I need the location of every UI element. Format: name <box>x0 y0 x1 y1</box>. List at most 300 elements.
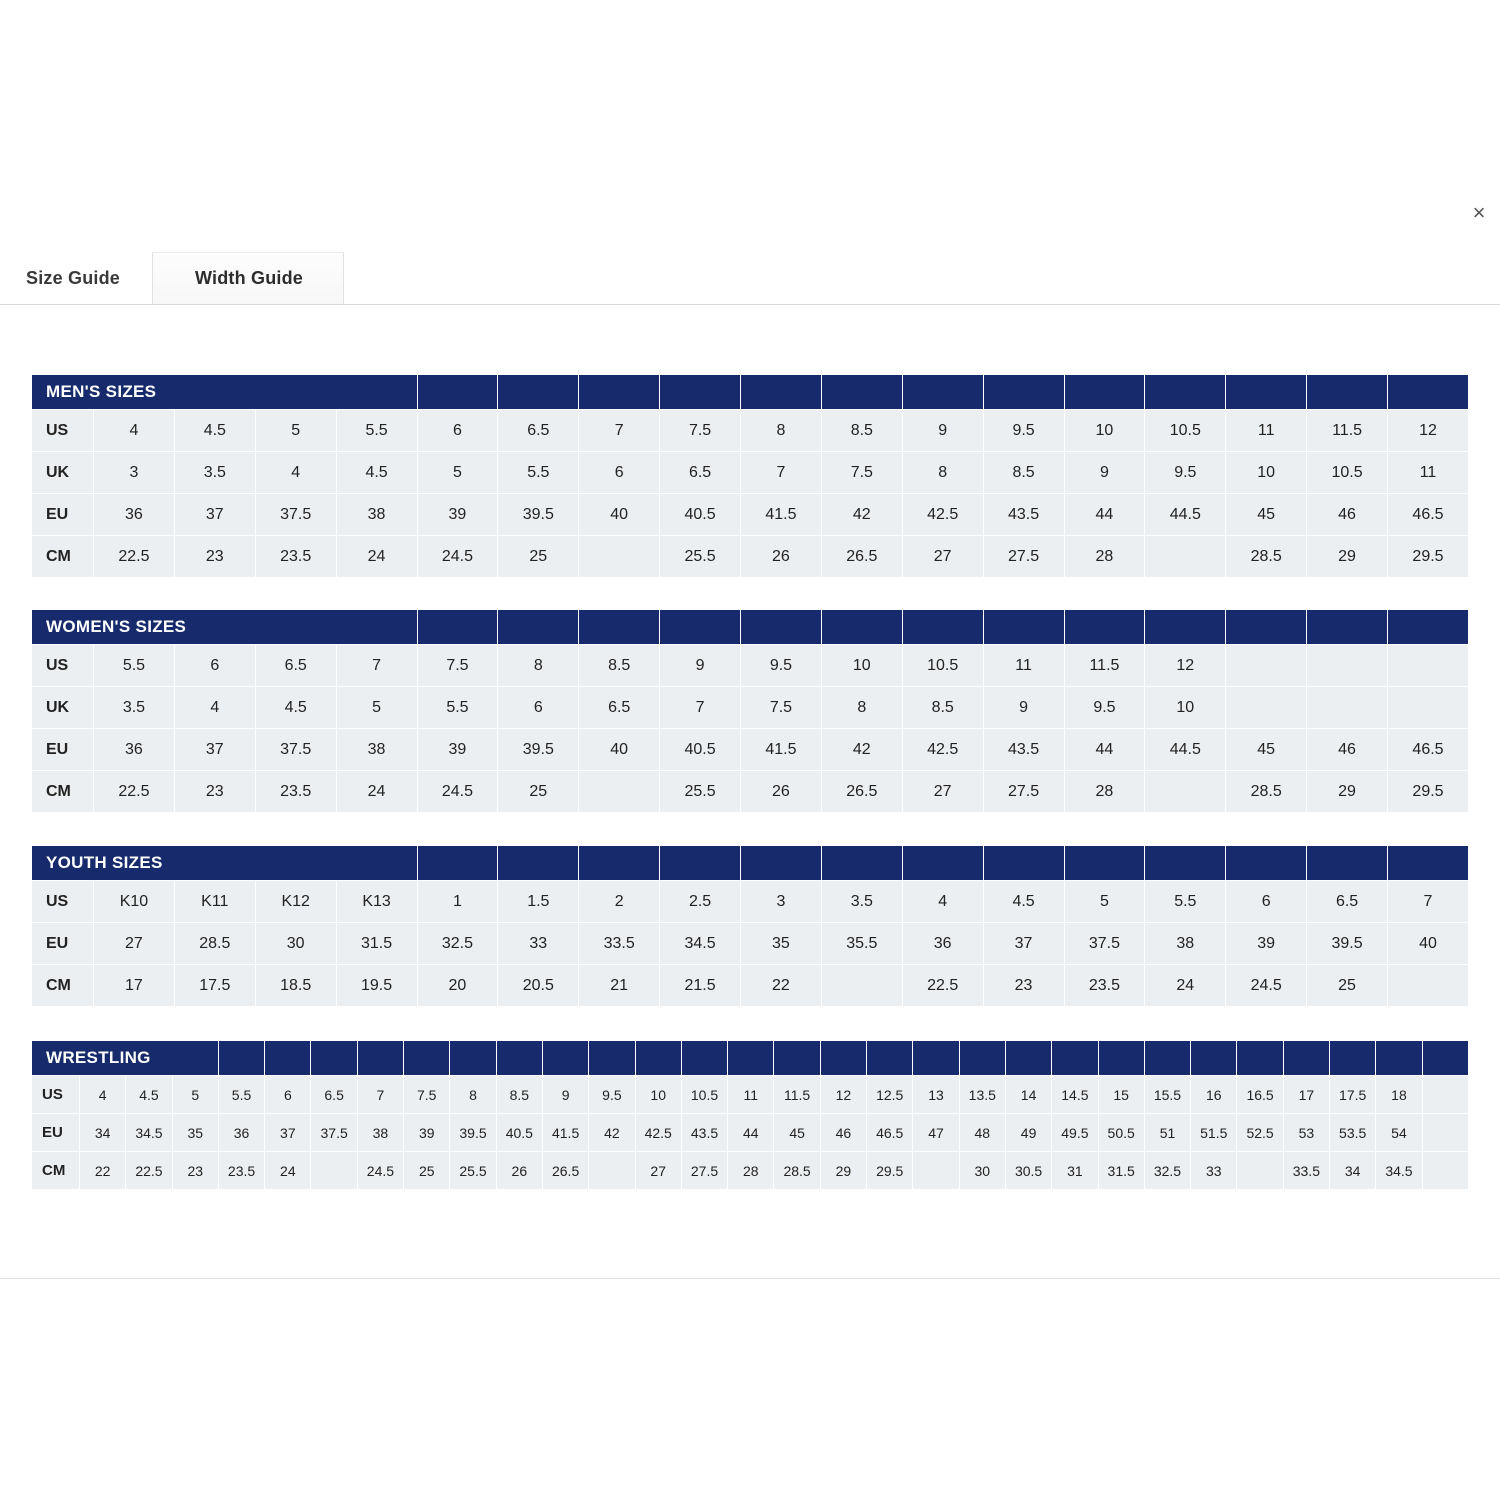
size-cell: 20 <box>417 965 498 1007</box>
size-cell: 9.5 <box>1145 452 1226 494</box>
size-cell: 26 <box>496 1152 542 1190</box>
size-cell: 27.5 <box>983 536 1064 578</box>
table-row <box>32 410 1469 452</box>
size-cell: 14.5 <box>1052 1076 1098 1114</box>
table-header-cell <box>821 375 902 410</box>
size-cell: 43.5 <box>983 494 1064 536</box>
size-cell: 33 <box>498 923 579 965</box>
size-cell: 36 <box>902 923 983 965</box>
table-row <box>32 687 1469 729</box>
size-cell: 41.5 <box>741 729 822 771</box>
size-cell: 7.5 <box>741 687 822 729</box>
table-header-cell <box>681 1041 727 1076</box>
size-cell: 27 <box>635 1152 681 1190</box>
size-cell: 30 <box>959 1152 1005 1190</box>
youth-sizes-table <box>31 845 1469 1007</box>
size-cell: 35 <box>172 1114 218 1152</box>
size-cell: 23 <box>172 1152 218 1190</box>
size-cell: 9.5 <box>741 645 822 687</box>
size-cell: 4 <box>94 410 175 452</box>
size-cell: 39.5 <box>498 729 579 771</box>
size-cell: 43.5 <box>681 1114 727 1152</box>
size-cell: 43.5 <box>983 729 1064 771</box>
size-cell: 7.5 <box>821 452 902 494</box>
size-cell: 7 <box>579 410 660 452</box>
size-cell: 4.5 <box>255 687 336 729</box>
table-row <box>32 1076 1469 1114</box>
size-cell <box>579 771 660 813</box>
table-header-cell <box>660 375 741 410</box>
table-row <box>32 881 1469 923</box>
size-cell: 9 <box>542 1076 588 1114</box>
size-cell: 42 <box>821 729 902 771</box>
size-cell: 20.5 <box>498 965 579 1007</box>
size-cell: 41.5 <box>542 1114 588 1152</box>
size-cell: 44 <box>728 1114 774 1152</box>
size-cell: 12 <box>1388 410 1469 452</box>
size-cell: 40 <box>579 729 660 771</box>
size-cell: 28 <box>728 1152 774 1190</box>
row-label-cm: CM <box>32 536 94 578</box>
size-cell: 7 <box>357 1076 403 1114</box>
table-header-cell <box>579 610 660 645</box>
size-cell: 18.5 <box>255 965 336 1007</box>
tab-width-guide-label: Width Guide <box>195 268 304 288</box>
size-cell: 39 <box>417 729 498 771</box>
table-header-cell <box>1422 1041 1468 1076</box>
table-header-cell <box>821 610 902 645</box>
size-cell: 42.5 <box>635 1114 681 1152</box>
youth-sizes-table-wrapper <box>31 845 1469 1007</box>
size-cell: 39.5 <box>498 494 579 536</box>
size-cell: 1.5 <box>498 881 579 923</box>
size-cell: 46.5 <box>1388 494 1469 536</box>
size-cell: 46 <box>1307 494 1388 536</box>
size-cell: 15.5 <box>1144 1076 1190 1114</box>
table-row <box>32 965 1469 1007</box>
table-header-cell <box>498 846 579 881</box>
size-cell: 25 <box>1307 965 1388 1007</box>
size-cell: 22 <box>80 1152 126 1190</box>
table-header-cell <box>1330 1041 1376 1076</box>
size-cell: K13 <box>336 881 417 923</box>
size-cell: 25.5 <box>450 1152 496 1190</box>
size-cell: 28.5 <box>174 923 255 965</box>
size-cell: 23.5 <box>255 536 336 578</box>
size-cell: 36 <box>218 1114 264 1152</box>
size-cell: 24.5 <box>357 1152 403 1190</box>
table-header-cell <box>983 375 1064 410</box>
table-header-cell <box>1237 1041 1283 1076</box>
size-cell: 29 <box>820 1152 866 1190</box>
tab-bar <box>0 252 1500 305</box>
content-divider <box>0 1278 1500 1279</box>
size-cell: 36 <box>94 729 175 771</box>
size-cell: 17.5 <box>1330 1076 1376 1114</box>
size-cell <box>589 1152 635 1190</box>
size-cell: 5 <box>1064 881 1145 923</box>
size-cell: 7.5 <box>660 410 741 452</box>
table-header-cell <box>1283 1041 1329 1076</box>
size-cell: 34 <box>1330 1152 1376 1190</box>
size-cell: 33 <box>1191 1152 1237 1190</box>
size-cell: 22.5 <box>94 536 175 578</box>
table-header-cell <box>1064 610 1145 645</box>
table-header-cell <box>1226 610 1307 645</box>
size-cell: 6 <box>265 1076 311 1114</box>
size-cell: 39 <box>404 1114 450 1152</box>
size-cell <box>1422 1152 1468 1190</box>
size-cell: 28 <box>1064 771 1145 813</box>
size-cell: 48 <box>959 1114 1005 1152</box>
size-cell <box>311 1152 357 1190</box>
size-cell: 26 <box>741 771 822 813</box>
size-cell: K12 <box>255 881 336 923</box>
row-label-eu: EU <box>32 729 94 771</box>
size-cell: 5 <box>336 687 417 729</box>
size-cell: 8 <box>741 410 822 452</box>
size-cell: 53 <box>1283 1114 1329 1152</box>
size-cell: 37 <box>265 1114 311 1152</box>
size-cell: 29.5 <box>867 1152 913 1190</box>
size-cell: 52.5 <box>1237 1114 1283 1152</box>
size-cell: 17 <box>94 965 175 1007</box>
row-label-cm: CM <box>32 1152 80 1190</box>
size-cell: 24 <box>265 1152 311 1190</box>
size-cell: 10.5 <box>1307 452 1388 494</box>
size-cell: 40 <box>579 494 660 536</box>
table-row <box>32 494 1469 536</box>
table-header-cell <box>357 1041 403 1076</box>
size-cell: 39.5 <box>450 1114 496 1152</box>
size-cell <box>579 536 660 578</box>
size-cell: 37.5 <box>1064 923 1145 965</box>
size-cell: 31.5 <box>1098 1152 1144 1190</box>
table-header-cell <box>635 1041 681 1076</box>
size-cell: 4.5 <box>983 881 1064 923</box>
size-cell: 7.5 <box>417 645 498 687</box>
table-header-cell <box>1145 610 1226 645</box>
table-header-cell <box>867 1041 913 1076</box>
table-header-cell <box>1098 1041 1144 1076</box>
size-cell: 44 <box>1064 729 1145 771</box>
row-label-eu: EU <box>32 1114 80 1152</box>
size-cell: 4 <box>174 687 255 729</box>
size-cell: 5.5 <box>498 452 579 494</box>
size-cell: 11 <box>1388 452 1469 494</box>
size-cell: 5 <box>417 452 498 494</box>
size-cell: 23.5 <box>1064 965 1145 1007</box>
size-cell: 33.5 <box>1283 1152 1329 1190</box>
table-header-cell <box>959 1041 1005 1076</box>
size-cell: 34 <box>80 1114 126 1152</box>
size-cell: 6 <box>1226 881 1307 923</box>
size-cell: 17.5 <box>174 965 255 1007</box>
size-cell: 3.5 <box>821 881 902 923</box>
row-label-eu: EU <box>32 494 94 536</box>
size-cell: 35 <box>741 923 822 965</box>
size-cell: 5.5 <box>218 1076 264 1114</box>
size-cell: 42 <box>589 1114 635 1152</box>
mens-sizes-table <box>31 374 1469 578</box>
size-cell: 4 <box>255 452 336 494</box>
size-cell: 1 <box>417 881 498 923</box>
size-cell: 47 <box>913 1114 959 1152</box>
size-cell: 30.5 <box>1005 1152 1051 1190</box>
size-cell: 46.5 <box>867 1114 913 1152</box>
size-cell <box>1388 645 1469 687</box>
size-cell: 11 <box>728 1076 774 1114</box>
row-label-uk: UK <box>32 687 94 729</box>
size-cell <box>1422 1076 1468 1114</box>
size-cell: 51.5 <box>1191 1114 1237 1152</box>
size-cell: 22 <box>741 965 822 1007</box>
table-header-cell <box>741 610 822 645</box>
size-cell: 46 <box>820 1114 866 1152</box>
size-cell: 15 <box>1098 1076 1144 1114</box>
table-header-cell <box>774 1041 820 1076</box>
size-cell: 32.5 <box>1144 1152 1190 1190</box>
tab-width-guide[interactable] <box>152 252 344 304</box>
size-cell: 37 <box>983 923 1064 965</box>
size-cell: 10 <box>1064 410 1145 452</box>
size-cell: 24 <box>336 771 417 813</box>
size-cell: K11 <box>174 881 255 923</box>
close-icon[interactable]: × <box>1472 200 1486 225</box>
size-cell: 29.5 <box>1388 771 1469 813</box>
size-cell: 8 <box>450 1076 496 1114</box>
table-header-cell <box>1388 375 1469 410</box>
size-cell: 9.5 <box>589 1076 635 1114</box>
size-cell: 54 <box>1376 1114 1422 1152</box>
size-cell: 40.5 <box>660 729 741 771</box>
size-cell: 32.5 <box>417 923 498 965</box>
size-cell: 26.5 <box>542 1152 588 1190</box>
table-row <box>32 452 1469 494</box>
table-header-cell <box>821 846 902 881</box>
size-cell: 39 <box>417 494 498 536</box>
size-cell: 44 <box>1064 494 1145 536</box>
size-cell: 50.5 <box>1098 1114 1144 1152</box>
table-row <box>32 1152 1469 1190</box>
table-header-cell <box>498 610 579 645</box>
size-cell <box>1145 536 1226 578</box>
size-cell: 8.5 <box>821 410 902 452</box>
size-cell: 42.5 <box>902 494 983 536</box>
table-title: YOUTH SIZES <box>32 846 418 881</box>
size-cell: 30 <box>255 923 336 965</box>
size-cell: 18 <box>1376 1076 1422 1114</box>
size-cell: 41.5 <box>741 494 822 536</box>
size-cell: 29 <box>1307 536 1388 578</box>
size-cell: 27 <box>94 923 175 965</box>
row-label-cm: CM <box>32 965 94 1007</box>
size-cell: 27.5 <box>983 771 1064 813</box>
size-cell: 24 <box>336 536 417 578</box>
size-cell: 27 <box>902 536 983 578</box>
table-header-cell <box>218 1041 264 1076</box>
wrestling-sizes-table <box>31 1040 1469 1190</box>
size-cell: 24.5 <box>1226 965 1307 1007</box>
table-header-cell <box>1064 375 1145 410</box>
size-cell: 6.5 <box>1307 881 1388 923</box>
size-cell: 21 <box>579 965 660 1007</box>
tab-size-guide[interactable] <box>0 252 150 304</box>
size-cell: 5 <box>172 1076 218 1114</box>
row-label-uk: UK <box>32 452 94 494</box>
row-label-eu: EU <box>32 923 94 965</box>
size-cell: 9.5 <box>983 410 1064 452</box>
size-cell: 6 <box>174 645 255 687</box>
table-header-cell <box>579 846 660 881</box>
size-cell: 6.5 <box>498 410 579 452</box>
size-cell: 34.5 <box>660 923 741 965</box>
size-cell: 42 <box>821 494 902 536</box>
size-cell: 8 <box>902 452 983 494</box>
table-header-cell <box>902 375 983 410</box>
size-cell: 8 <box>821 687 902 729</box>
size-cell: 9.5 <box>1064 687 1145 729</box>
row-label-us: US <box>32 1076 80 1114</box>
size-cell: 3.5 <box>174 452 255 494</box>
size-cell: 45 <box>1226 729 1307 771</box>
size-cell: 7 <box>336 645 417 687</box>
size-cell: 5.5 <box>94 645 175 687</box>
table-title: MEN'S SIZES <box>32 375 418 410</box>
table-header-cell <box>589 1041 635 1076</box>
size-cell: 26 <box>741 536 822 578</box>
table-header-row <box>32 610 1469 645</box>
size-cell: 53.5 <box>1330 1114 1376 1152</box>
size-cell: 2.5 <box>660 881 741 923</box>
size-cell: 11.5 <box>1064 645 1145 687</box>
size-cell: 37.5 <box>311 1114 357 1152</box>
size-cell: 37 <box>174 729 255 771</box>
size-cell: 45 <box>1226 494 1307 536</box>
size-cell: 22.5 <box>126 1152 172 1190</box>
size-cell: 13 <box>913 1076 959 1114</box>
size-cell <box>1307 645 1388 687</box>
size-cell: 46.5 <box>1388 729 1469 771</box>
size-cell: 11 <box>983 645 1064 687</box>
size-cell: 17 <box>1283 1076 1329 1114</box>
size-cell: 36 <box>94 494 175 536</box>
size-cell <box>1422 1114 1468 1152</box>
size-cell: 4.5 <box>174 410 255 452</box>
size-cell: 8 <box>498 645 579 687</box>
size-cell: 28.5 <box>1226 536 1307 578</box>
size-cell: 24 <box>1145 965 1226 1007</box>
size-cell: 51 <box>1144 1114 1190 1152</box>
size-cell: 6.5 <box>579 687 660 729</box>
size-cell: 13.5 <box>959 1076 1005 1114</box>
table-header-cell <box>1145 375 1226 410</box>
size-cell: 39.5 <box>1307 923 1388 965</box>
table-header-cell <box>579 375 660 410</box>
size-cell: 39 <box>1226 923 1307 965</box>
table-row <box>32 771 1469 813</box>
size-cell: 4 <box>902 881 983 923</box>
size-cell: 5.5 <box>417 687 498 729</box>
size-cell: 10 <box>635 1076 681 1114</box>
womens-sizes-table-wrapper <box>31 609 1469 813</box>
size-cell: 16.5 <box>1237 1076 1283 1114</box>
size-cell: 23 <box>174 771 255 813</box>
size-cell: 29 <box>1307 771 1388 813</box>
size-cell: 2 <box>579 881 660 923</box>
size-cell: 12 <box>1145 645 1226 687</box>
size-cell: 10 <box>821 645 902 687</box>
table-row <box>32 1114 1469 1152</box>
size-cell: 37.5 <box>255 494 336 536</box>
size-cell: 49.5 <box>1052 1114 1098 1152</box>
size-cell <box>1226 687 1307 729</box>
size-cell: 6 <box>579 452 660 494</box>
size-cell: 34.5 <box>1376 1152 1422 1190</box>
size-cell: 3.5 <box>94 687 175 729</box>
table-row <box>32 923 1469 965</box>
size-cell: 23.5 <box>255 771 336 813</box>
table-header-row <box>32 375 1469 410</box>
size-cell: 12 <box>820 1076 866 1114</box>
size-cell: 11.5 <box>1307 410 1388 452</box>
table-header-cell <box>902 846 983 881</box>
size-cell: 37.5 <box>255 729 336 771</box>
size-cell: 9 <box>983 687 1064 729</box>
size-cell: 37 <box>174 494 255 536</box>
table-header-cell <box>1307 610 1388 645</box>
size-cell: 11 <box>1226 410 1307 452</box>
table-header-cell <box>1376 1041 1422 1076</box>
size-cell: 3 <box>741 881 822 923</box>
row-label-us: US <box>32 645 94 687</box>
table-header-cell <box>1388 610 1469 645</box>
size-cell: 6 <box>417 410 498 452</box>
size-cell: 40.5 <box>660 494 741 536</box>
size-cell: 23 <box>174 536 255 578</box>
table-header-cell <box>450 1041 496 1076</box>
size-cell <box>913 1152 959 1190</box>
size-cell: 10.5 <box>681 1076 727 1114</box>
size-cell: 28.5 <box>1226 771 1307 813</box>
size-cell <box>1145 771 1226 813</box>
table-header-cell <box>496 1041 542 1076</box>
size-cell: 21.5 <box>660 965 741 1007</box>
size-cell: 9 <box>1064 452 1145 494</box>
table-header-cell <box>1052 1041 1098 1076</box>
size-cell: 24.5 <box>417 771 498 813</box>
size-cell: 6.5 <box>255 645 336 687</box>
size-cell: 22.5 <box>902 965 983 1007</box>
size-cell: 5.5 <box>336 410 417 452</box>
table-row <box>32 729 1469 771</box>
size-cell: 40 <box>1388 923 1469 965</box>
table-header-cell <box>741 375 822 410</box>
womens-sizes-table <box>31 609 1469 813</box>
size-cell: 45 <box>774 1114 820 1152</box>
table-header-cell <box>983 846 1064 881</box>
table-header-row <box>32 1041 1469 1076</box>
size-cell: 16 <box>1191 1076 1237 1114</box>
size-cell: 10.5 <box>1145 410 1226 452</box>
size-cell: 7 <box>1388 881 1469 923</box>
size-cell: 9 <box>902 410 983 452</box>
size-cell: 4 <box>80 1076 126 1114</box>
size-cell: 7 <box>660 687 741 729</box>
size-cell: 44.5 <box>1145 494 1226 536</box>
table-header-cell <box>741 846 822 881</box>
size-cell: 22.5 <box>94 771 175 813</box>
